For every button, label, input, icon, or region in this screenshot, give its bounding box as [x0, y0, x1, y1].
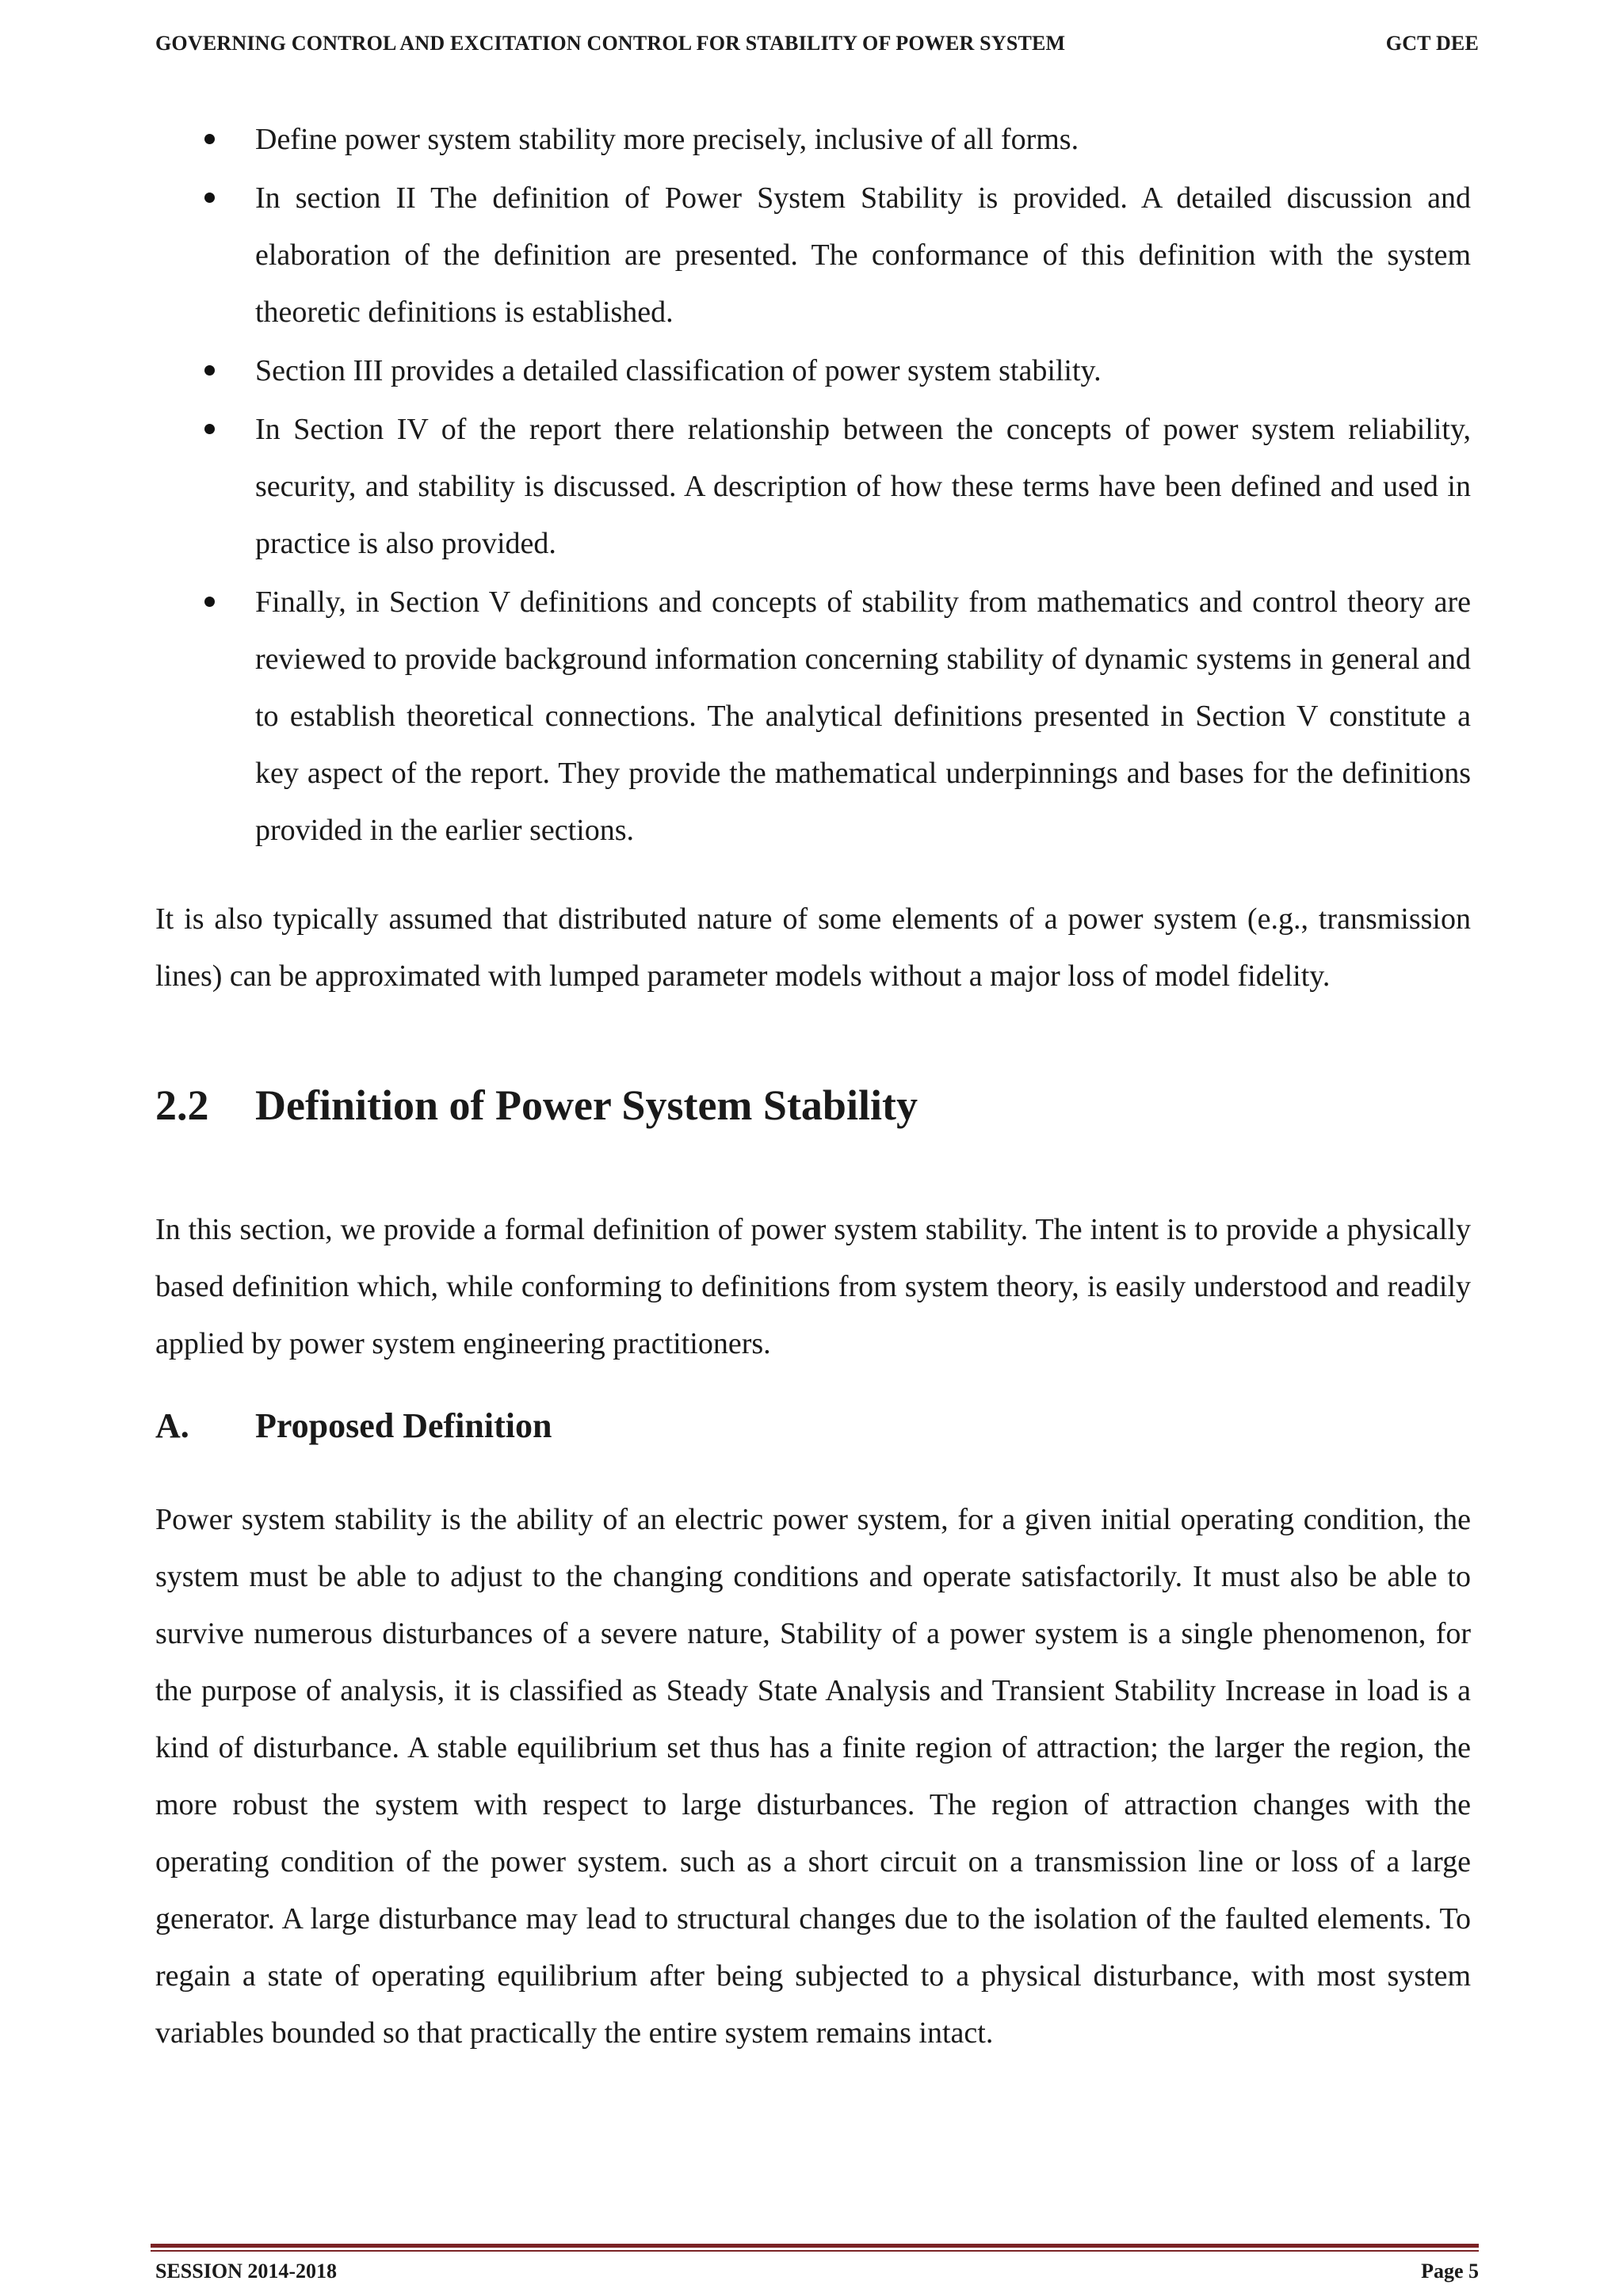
bullet-icon	[204, 193, 215, 203]
paragraph-intro: In this section, we provide a formal definition of power system stability. The intent is to provide a physically based definition which, while conforming to definitions from system theory, is easily understood and readily applied by power system engineering practitioners.	[155, 1213, 1471, 1360]
footer-session: SESSION 2014-2018	[155, 2260, 337, 2283]
bullet-icon	[204, 134, 215, 144]
subsection-number: A.	[155, 1406, 189, 1445]
header-title: GOVERNING CONTROL AND EXCITATION CONTROL FOR STABILITY OF POWER SYSTEM	[155, 32, 1066, 55]
list-item	[155, 342, 1471, 399]
list-item	[155, 111, 1471, 168]
bullet-icon	[204, 365, 215, 376]
section-title: Definition of Power System Stability	[255, 1081, 918, 1129]
list-item-text: In Section IV of the report there relationship between the concepts of power system reliability, security, and stability is discussed. A description of how these terms have been defined and used in practice is also provided.	[255, 413, 1471, 560]
section-heading	[155, 1081, 1471, 1144]
list-item-text: In section II The definition of Power System Stability is provided. A detailed discussion and elaboration of the definition are presented. The conformance of this definition with the system theoretic definitions is established.	[255, 181, 1471, 329]
bullet-icon	[204, 597, 215, 607]
footer-rule-thin	[151, 2250, 1479, 2252]
bullet-icon	[204, 424, 215, 434]
section-number: 2.2	[155, 1081, 209, 1129]
subsection-heading	[155, 1405, 1471, 1463]
list-item	[155, 170, 1471, 341]
subsection-title: Proposed Definition	[255, 1406, 552, 1445]
page-number: Page 5	[1421, 2260, 1479, 2283]
page-body	[155, 111, 1471, 2061]
paragraph-lumped-models: It is also typically assumed that distributed nature of some elements of a power system (e.g., transmission lines) can be approximated with lumped parameter models without a major loss of model fidelity.	[155, 902, 1471, 993]
paragraph-definition: Power system stability is the ability of an electric power system, for a given initial operating condition, the system must be able to adjust to the changing conditions and operate satisfactorily. It must also be able to survive numerous disturbances of a severe nature, Stability of a power system is a single phenomenon, for the purpose of analysis, it is classified as Steady State Analysis and Transient Stability Increase in load is a kind of disturbance. A stable equilibrium set thus has a finite region of attraction; the larger the region, the more robust the system with respect to large disturbances. The region of attraction changes with the operating condition of the power system. such as a short circuit on a transmission line or loss of a large generator. A large disturbance may lead to structural changes due to the isolation of the faulted elements. To regain a state of operating equilibrium after being subjected to a physical disturbance, with most system variables bounded so that practically the entire system remains intact.	[155, 1503, 1471, 2050]
list-item-text: Define power system stability more precisely, inclusive of all forms.	[255, 123, 1079, 156]
list-item-text: Finally, in Section V definitions and concepts of stability from mathematics and control theory are reviewed to provide background information concerning stability of dynamic systems in general and to establish theoretical connections. The analytical definitions presented in Section V constitute a key aspect of the report. They provide the mathematical underpinnings and bases for the definitions provided in the earlier sections.	[255, 585, 1471, 847]
list-item-text: Section III provides a detailed classification of power system stability.	[255, 354, 1102, 387]
footer-rule-thick	[151, 2244, 1479, 2248]
list-item	[155, 574, 1471, 859]
list-item	[155, 401, 1471, 572]
header-dept: GCT DEE	[1385, 32, 1479, 55]
page-header	[155, 32, 1479, 57]
footer-rule	[151, 2244, 1479, 2253]
bullet-list	[155, 111, 1471, 859]
